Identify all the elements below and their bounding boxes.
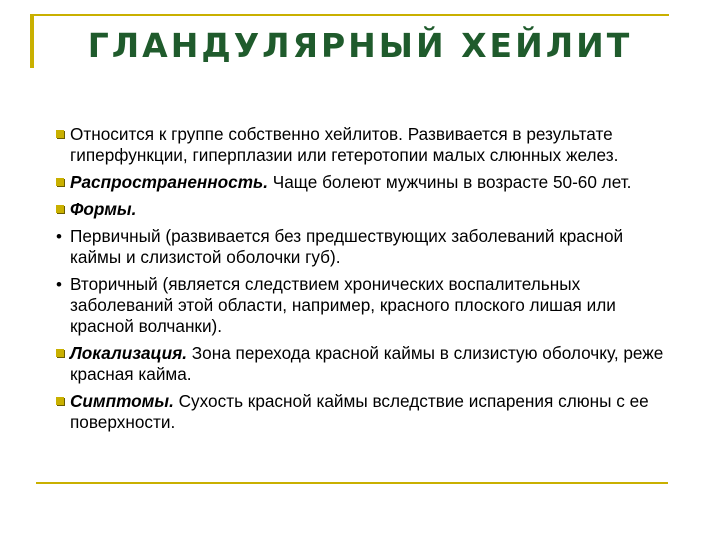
square-bullet-icon — [56, 175, 64, 186]
square-bullet-icon — [56, 394, 64, 405]
list-item-primary — [56, 226, 676, 268]
top-rule — [32, 14, 669, 16]
bottom-rule — [36, 482, 668, 484]
item-text: Первичный (развивается без предшествующих заболеваний красной каймы и слизистой оболочки губ). — [70, 226, 624, 267]
list-item-prevalence — [56, 172, 676, 193]
item-text: Относится к группе собственно хейлитов. Развивается в результате гиперфункции, гиперплазии или гетеротопии малых слюнных желез. — [70, 124, 619, 165]
left-accent-bar — [30, 14, 34, 68]
square-bullet-icon — [56, 346, 64, 357]
dot-bullet-icon: • — [56, 275, 62, 294]
square-bullet-icon — [56, 202, 64, 213]
item-text: Зона перехода красной каймы в слизистую оболочку, реже красная кайма. — [70, 343, 664, 384]
list-item-forms — [56, 199, 676, 220]
item-text: Чаще болеют мужчины в возрасте 50-60 лет. — [268, 172, 632, 192]
list-item-localization — [56, 343, 676, 385]
dot-bullet-icon: • — [56, 227, 62, 246]
item-lead: Распространенность. — [70, 172, 269, 192]
item-text: Вторичный (является следствием хронических воспалительных заболеваний этой области, например, красного плоского лишая или красной волчанки). — [70, 274, 616, 336]
square-bullet-icon — [56, 127, 64, 138]
list-item-secondary — [56, 274, 676, 337]
item-lead: Формы. — [70, 199, 137, 219]
slide-title: ГЛАНДУЛЯРНЫЙ ХЕЙЛИТ — [87, 26, 633, 65]
item-lead: Симптомы. — [70, 391, 174, 411]
list-item-symptoms — [56, 391, 676, 433]
bullet-list — [56, 124, 676, 439]
list-item-intro — [56, 124, 676, 166]
item-lead: Локализация. — [70, 343, 188, 363]
item-text: Сухость красной каймы вследствие испарения слюны с ее поверхности. — [70, 391, 649, 432]
